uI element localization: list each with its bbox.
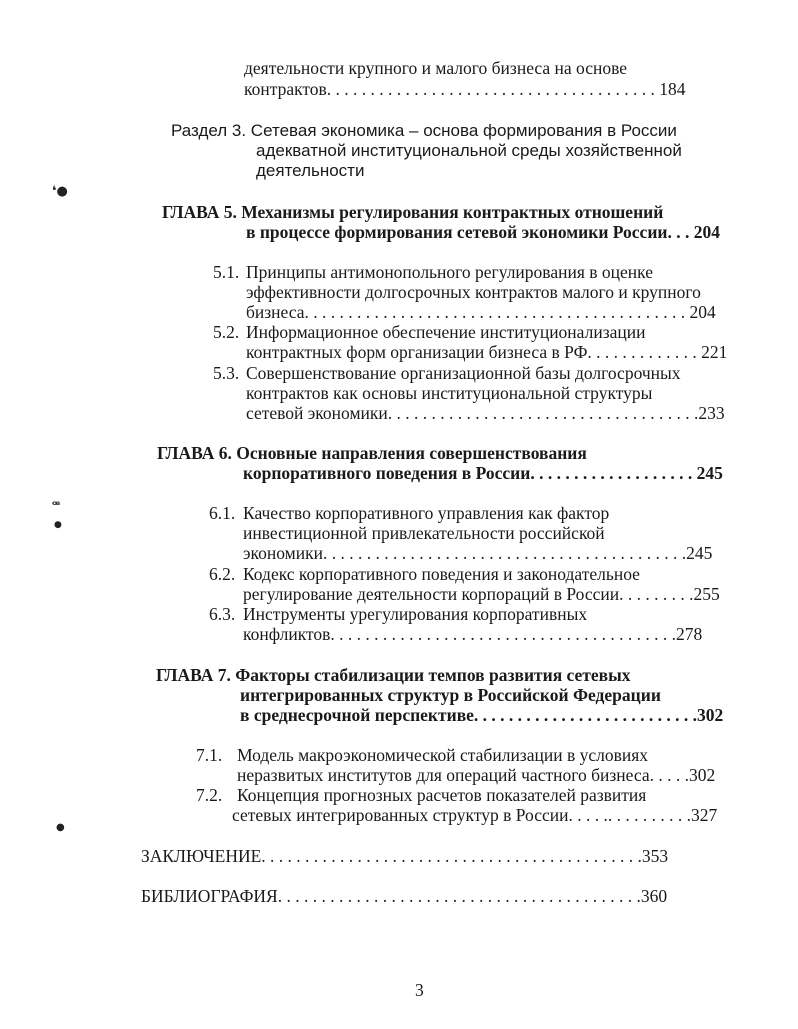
chapter7-title-line1 [156,665,631,685]
scan-speck-icon: ● [54,520,62,530]
toc-item-num: 5.3. [213,363,240,383]
toc-item-line: контрактных форм организации бизнеса в РФ. . . . . . . . . . . . . 221 [246,342,728,362]
toc-conclusion: ЗАКЛЮЧЕНИЕ. . . . . . . . . . . . . . . . . . . . . . . . . . . . . . . . . . . . . . . . . . . .353 [141,846,669,866]
toc-item-line: экономики. . . . . . . . . . . . . . . . . . . . . . . . . . . . . . . . . . . . . . . . . .245 [243,543,713,563]
toc-item-line: Модель макроэкономической стабилизации в условиях [237,745,649,765]
toc-item-num: 6.1. [209,503,236,523]
section3-title-line1: Раздел 3. Сетевая экономика – основа формирования в России [171,121,677,140]
section3-title-line2: адекватной институциональной среды хозяйственной [256,141,682,160]
scan-speck-icon: ꟹ [52,498,61,512]
toc-item-line: Совершенствование организационной базы долгосрочных [246,363,681,383]
scan-speck-icon: ● [56,822,65,833]
toc-bibliography: БИБЛИОГРАФИЯ. . . . . . . . . . . . . . . . . . . . . . . . . . . . . . . . . . . . . . . . . .360 [141,886,668,906]
toc-item-num: 7.2. [196,785,223,805]
toc-intro-line2: контрактов. . . . . . . . . . . . . . . . . . . . . . . . . . . . . . . . . . . . . . 184 [244,79,686,99]
toc-item-line: сетевых интегрированных структур в России. . . . .. . . . . . . . . .327 [232,805,718,825]
toc-item-line: Принципы антимонопольного регулирования в оценке [246,262,653,282]
toc-item-line: Кодекс корпоративного поведения и законодательное [243,564,640,584]
toc-item-line: бизнеса. . . . . . . . . . . . . . . . . . . . . . . . . . . . . . . . . . . . . . . . . . . . 204 [246,302,716,322]
toc-item-num: 7.1. [196,745,223,765]
toc-item-line: Качество корпоративного управления как фактор [243,503,610,523]
toc-item-line: Информационное обеспечение институционализации [246,322,646,342]
toc-item-num: 6.2. [209,564,236,584]
page-number: 3 [415,980,424,1000]
section3-title-line3: деятельности [256,161,365,180]
chapter6-title-text: ГЛАВА 6. Основные направления совершенствования [157,443,587,463]
toc-item-line: эффективности долгосрочных контрактов малого и крупного [246,282,701,302]
chapter6-title-line1 [157,443,587,463]
toc-item-line: конфликтов. . . . . . . . . . . . . . . . . . . . . . . . . . . . . . . . . . . . . . . .278 [243,624,703,644]
toc-item-num: 6.3. [209,604,236,624]
chapter5-title-text: ГЛАВА 5. Механизмы регулирования контрактных отношений [162,202,664,222]
toc-item-line: контрактов как основы институциональной структуры [246,383,653,403]
chapter7-title-line3: в среднесрочной перспективе. . . . . . . . . . . . . . . . . . . . . . . . . .302 [240,705,724,725]
toc-item-line: Концепция прогнозных расчетов показателей развития [237,785,647,805]
chapter5-title-line1 [162,202,663,222]
toc-item-line: инвестиционной привлекательности российской [243,523,605,543]
chapter6-title-line2: корпоративного поведения в России. . . . . . . . . . . . . . . . . . . 245 [243,463,723,483]
chapter7-title-line2: интегрированных структур в Российской Федерации [240,685,661,705]
toc-item-num: 5.1. [213,262,240,282]
chapter7-title-text: ГЛАВА 7. Факторы стабилизации темпов развития сетевых [156,665,631,685]
toc-item-line: регулирование деятельности корпораций в России. . . . . . . . .255 [243,584,720,604]
toc-item-line: Инструменты урегулирования корпоративных [243,604,588,624]
toc-item-num: 5.2. [213,322,240,342]
chapter5-title-line2: в процессе формирования сетевой экономики России. . . 204 [246,222,720,242]
toc-item-line: сетевой экономики. . . . . . . . . . . . . . . . . . . . . . . . . . . . . . . . . . . .233 [246,403,725,423]
scan-speck-icon: ❛● [52,184,68,199]
toc-item-line: неразвитых институтов для операций частного бизнеса. . . . .302 [237,765,716,785]
toc-intro-line1: деятельности крупного и малого бизнеса на основе [244,58,628,78]
